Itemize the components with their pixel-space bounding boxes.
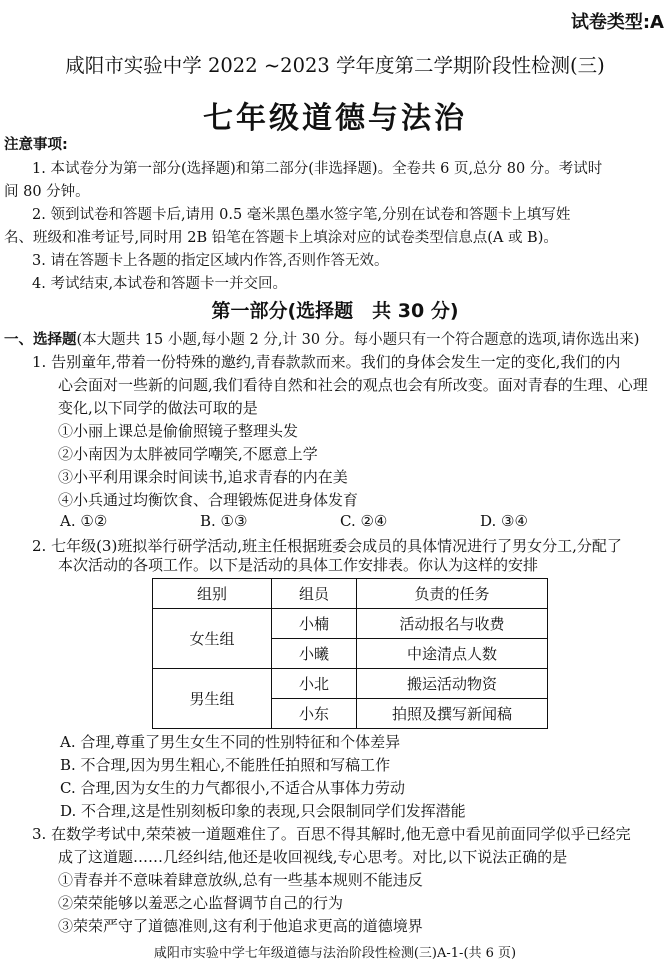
table-cell: 拍照及撰写新闻稿 xyxy=(357,699,548,729)
note-line: 2. 领到试卷和答题卡后,请用 0.5 毫米黑色墨水签字笔,分别在试卷和答题卡上填写姓 xyxy=(32,207,571,223)
q3-item: ③荣荣严守了道德准则,这有利于他追求更高的道德境界 xyxy=(58,917,423,935)
q1-option-c: C. ②④ xyxy=(340,512,388,530)
q1-option-b: B. ①③ xyxy=(200,512,248,530)
table-row xyxy=(153,609,548,639)
note-line: 间 80 分钟。 xyxy=(4,184,90,200)
q1-item: ②小南因为太胖被同学嘲笑,不愿意上学 xyxy=(58,445,318,463)
table-cell: 小东 xyxy=(272,699,357,729)
table-cell: 小北 xyxy=(272,669,357,699)
q2-stem-line: 2. 七年级(3)班拟举行研学活动,班主任根据班委会成员的具体情况进行了男女分工,分配了 xyxy=(32,537,622,555)
q3-stem-line: 成了这道题……几经纠结,他还是收回视线,专心思考。对比,以下说法正确的是 xyxy=(58,848,568,866)
paper-type-label: 试卷类型:A xyxy=(570,12,664,33)
section-desc: (本大题共 15 小题,每小题 2 分,计 30 分。每小题只有一个符合题意的选项,请你选出来) xyxy=(76,332,640,348)
q2-option-b: B. 不合理,因为男生粗心,不能胜任拍照和写稿工作 xyxy=(60,756,391,774)
q3-item: ②荣荣能够以羞恶之心监督调节自己的行为 xyxy=(58,894,344,912)
q1-stem-line: 1. 告别童年,带着一份特殊的邀约,青春款款而来。我们的身体会发生一定的变化,我们的内 xyxy=(32,353,621,371)
q1-option-a: A. ①② xyxy=(60,512,108,530)
notes-title: 注意事项: xyxy=(4,137,68,153)
q2-option-c: C. 合理,因为女生的力气都很小,不适合从事体力劳动 xyxy=(60,779,406,797)
table-cell: 中途清点人数 xyxy=(357,639,548,669)
q2-option-d: D. 不合理,这是性别刻板印象的表现,只会限制同学们发挥潜能 xyxy=(60,802,466,820)
q1-stem-line: 心会面对一些新的问题,我们看待自然和社会的观点也会有所改变。面对青春的生理、心理 xyxy=(58,376,648,394)
page-footer: 咸阳市实验中学七年级道德与法治阶段性检测(三)A-1-(共 6 页) xyxy=(153,946,517,961)
table-group-cell: 男生组 xyxy=(153,669,272,729)
q2-arrangement-table xyxy=(152,578,548,729)
section-heading xyxy=(4,328,639,349)
q3-item: ①青春并不意味着肆意放纵,总有一些基本规则不能违反 xyxy=(58,871,423,889)
note-line: 1. 本试卷分为第一部分(选择题)和第二部分(非选择题)。全卷共 6 页,总分 80 分。考试时 xyxy=(32,161,603,177)
section-title: 一、选择题 xyxy=(4,332,77,348)
table-cell: 搬运活动物资 xyxy=(357,669,548,699)
q1-option-d: D. ③④ xyxy=(480,512,528,530)
school-header: 咸阳市实验中学 2022 ~2023 学年度第二学期阶段性检测(三) xyxy=(65,54,605,77)
q1-item: ①小丽上课总是偷偷照镜子整理头发 xyxy=(58,422,299,440)
q1-item: ③小平利用课余时间读书,追求青春的内在美 xyxy=(58,468,348,486)
q2-stem-line: 本次活动的各项工作。以下是活动的具体工作安排表。你认为这样的安排 xyxy=(58,556,539,574)
table-header: 负责的任务 xyxy=(357,579,548,609)
q2-option-a: A. 合理,尊重了男生女生不同的性别特征和个体差异 xyxy=(60,733,401,751)
q1-stem-line: 变化,以下同学的做法可取的是 xyxy=(58,399,258,417)
note-line: 4. 考试结束,本试卷和答题卡一并交回。 xyxy=(32,276,288,292)
q3-stem-line: 3. 在数学考试中,荣荣被一道题难住了。百思不得其解时,他无意中看见前面同学似乎已经完 xyxy=(32,825,631,843)
table-row xyxy=(153,669,548,699)
table-cell: 活动报名与收费 xyxy=(357,609,548,639)
table-group-cell: 女生组 xyxy=(153,609,272,669)
note-line: 名、班级和准考证号,同时用 2B 铅笔在答题卡上填涂对应的试卷类型信息点(A 或 B)。 xyxy=(4,230,558,246)
table-cell: 小曦 xyxy=(272,639,357,669)
part1-title: 第一部分(选择题 共 30 分) xyxy=(211,300,459,322)
subject-title: 七年级道德与法治 xyxy=(203,101,467,136)
table-header-row xyxy=(153,579,548,609)
q1-item: ④小兵通过均衡饮食、合理锻炼促进身体发育 xyxy=(58,491,359,509)
table-cell: 小楠 xyxy=(272,609,357,639)
table-header: 组员 xyxy=(272,579,357,609)
table-header: 组别 xyxy=(153,579,272,609)
note-line: 3. 请在答题卡上各题的指定区域内作答,否则作答无效。 xyxy=(32,253,389,269)
